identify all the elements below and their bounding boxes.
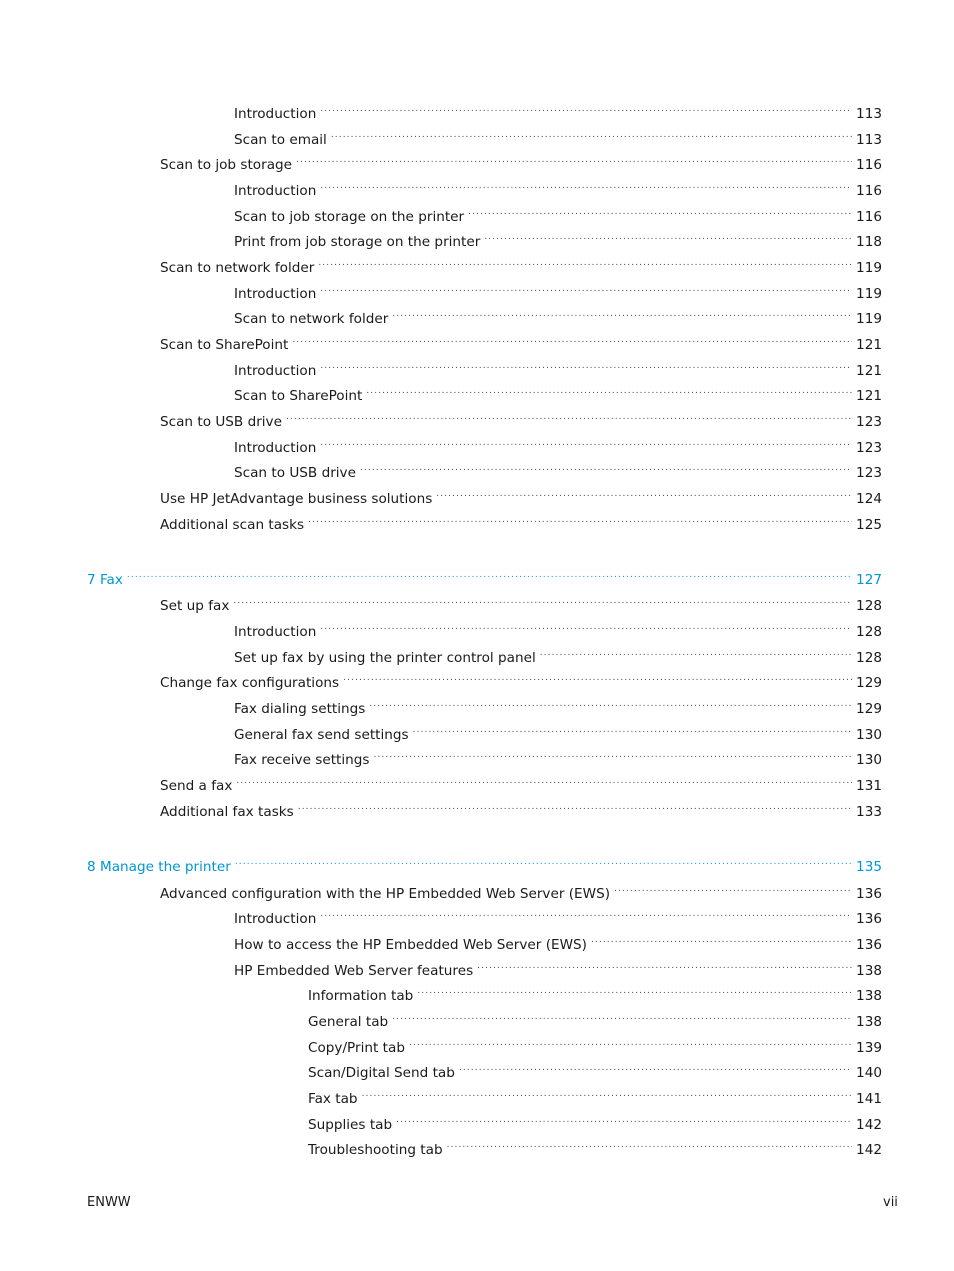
dot-leader: [362, 1081, 852, 1103]
toc-entry-page-number: 130: [856, 752, 882, 768]
toc-entry[interactable]: [234, 430, 882, 456]
toc-entry-page-number: 129: [856, 675, 882, 691]
toc-entry-page-number: 138: [856, 988, 882, 1004]
toc-entry[interactable]: [234, 614, 882, 640]
toc-entry-page-number: 138: [856, 963, 882, 979]
dot-leader: [320, 276, 852, 298]
toc-entry-label: 8 Manage the printer: [87, 859, 231, 875]
dot-leader: [468, 199, 852, 221]
toc-entry-label: Scan to network folder: [234, 311, 389, 327]
dot-leader: [369, 691, 852, 713]
toc-entry[interactable]: [234, 742, 882, 768]
dot-leader: [320, 96, 852, 118]
toc-entry-label: Supplies tab: [308, 1117, 393, 1133]
toc-entry-label: Send a fax: [160, 778, 233, 794]
dot-leader: [477, 953, 852, 975]
toc-entry-label: Introduction: [234, 624, 317, 640]
toc-chapter-entry[interactable]: [87, 849, 882, 875]
footer-page-number: vii: [883, 1195, 898, 1210]
toc-entry[interactable]: [160, 876, 882, 902]
dot-leader: [308, 507, 852, 529]
toc-entry-label: 7 Fax: [87, 572, 123, 588]
dot-leader: [409, 1030, 852, 1052]
toc-entry-label: Additional fax tasks: [160, 804, 294, 820]
toc-entry-label: Print from job storage on the printer: [234, 234, 481, 250]
dot-leader: [235, 849, 852, 871]
toc-entry-page-number: 123: [856, 465, 882, 481]
toc-entry-label: Fax receive settings: [234, 752, 370, 768]
toc-entry-page-number: 125: [856, 517, 882, 533]
toc-entry-page-number: 139: [856, 1040, 882, 1056]
toc-entry[interactable]: [234, 901, 882, 927]
toc-entry-page-number: 136: [856, 937, 882, 953]
toc-entry[interactable]: [160, 794, 882, 820]
toc-entry-page-number: 116: [856, 183, 882, 199]
toc-entry-label: Introduction: [234, 286, 317, 302]
toc-entry[interactable]: [234, 276, 882, 302]
toc-entry[interactable]: [234, 455, 882, 481]
dot-leader: [392, 1004, 852, 1026]
toc-entry[interactable]: [234, 353, 882, 379]
dot-leader: [392, 301, 852, 323]
toc-entry-page-number: 128: [856, 650, 882, 666]
dot-leader: [286, 404, 852, 426]
toc-entry-page-number: 131: [856, 778, 882, 794]
dot-leader: [298, 794, 852, 816]
toc-entry-label: Scan to network folder: [160, 260, 315, 276]
toc-entry-page-number: 116: [856, 209, 882, 225]
toc-entry-label: Copy/Print tab: [308, 1040, 405, 1056]
toc-entry-label: Scan to USB drive: [160, 414, 282, 430]
toc-entry-page-number: 128: [856, 598, 882, 614]
dot-leader: [366, 378, 852, 400]
toc-entry-label: Set up fax: [160, 598, 230, 614]
toc-entry-page-number: 124: [856, 491, 882, 507]
toc-entry-label: Scan to SharePoint: [160, 337, 289, 353]
toc-entry-label: General tab: [308, 1014, 389, 1030]
toc-entry-label: Set up fax by using the printer control panel: [234, 650, 536, 666]
dot-leader: [236, 768, 852, 790]
toc-entry[interactable]: [160, 665, 882, 691]
toc-entry[interactable]: [308, 1030, 882, 1056]
toc-entry[interactable]: [160, 147, 882, 173]
toc-entry-page-number: 123: [856, 414, 882, 430]
toc-entry-label: HP Embedded Web Server features: [234, 963, 474, 979]
toc-entry-page-number: 116: [856, 157, 882, 173]
toc-entry-page-number: 121: [856, 337, 882, 353]
footer-left: ENWW: [87, 1195, 131, 1210]
dot-leader: [413, 717, 852, 739]
toc-entry[interactable]: [234, 927, 882, 953]
toc-entry[interactable]: [308, 1107, 882, 1133]
toc-entry-page-number: 136: [856, 886, 882, 902]
toc-entry-label: Introduction: [234, 911, 317, 927]
toc-entry-page-number: 138: [856, 1014, 882, 1030]
toc-entry[interactable]: [234, 378, 882, 404]
toc-entry[interactable]: [160, 507, 882, 533]
toc-entry-page-number: 133: [856, 804, 882, 820]
toc-entry[interactable]: [234, 953, 882, 979]
toc-entry[interactable]: [308, 978, 882, 1004]
toc-entry-label: Scan/Digital Send tab: [308, 1065, 455, 1081]
toc-entry[interactable]: [308, 1132, 882, 1158]
toc-entry-page-number: 142: [856, 1117, 882, 1133]
toc-entry-label: General fax send settings: [234, 727, 409, 743]
toc-entry-page-number: 113: [856, 106, 882, 122]
toc-entry-label: Scan to SharePoint: [234, 388, 363, 404]
toc-entry[interactable]: [234, 301, 882, 327]
toc-entry-page-number: 127: [856, 572, 882, 588]
toc-entry-page-number: 141: [856, 1091, 882, 1107]
dot-leader: [320, 353, 852, 375]
dot-leader: [233, 588, 852, 610]
dot-leader: [292, 327, 852, 349]
dot-leader: [320, 430, 852, 452]
dot-leader: [320, 901, 852, 923]
dot-leader: [591, 927, 852, 949]
dot-leader: [373, 742, 852, 764]
toc-entry-page-number: 123: [856, 440, 882, 456]
toc-entry-label: How to access the HP Embedded Web Server (EWS): [234, 937, 587, 953]
toc-entry-label: Advanced configuration with the HP Embedded Web Server (EWS): [160, 886, 611, 902]
dot-leader: [540, 640, 852, 662]
toc-entry-page-number: 121: [856, 388, 882, 404]
toc-entry-label: Fax dialing settings: [234, 701, 366, 717]
toc-entry[interactable]: [234, 691, 882, 717]
toc-entry-label: Fax tab: [308, 1091, 358, 1107]
toc-entry-label: Additional scan tasks: [160, 517, 305, 533]
toc-entry[interactable]: [160, 768, 882, 794]
toc-entry-label: Information tab: [308, 988, 414, 1004]
dot-leader: [447, 1132, 852, 1154]
dot-leader: [484, 224, 852, 246]
dot-leader: [396, 1107, 852, 1129]
dot-leader: [436, 481, 852, 503]
toc-entry-label: Scan to job storage on the printer: [234, 209, 465, 225]
toc-entry[interactable]: [160, 481, 882, 507]
toc-entry-page-number: 129: [856, 701, 882, 717]
dot-leader: [320, 173, 852, 195]
dot-leader: [127, 562, 852, 584]
toc-entry-label: Introduction: [234, 440, 317, 456]
toc-entry-page-number: 130: [856, 727, 882, 743]
dot-leader: [360, 455, 852, 477]
dot-leader: [614, 876, 852, 898]
toc-entry-page-number: 135: [856, 859, 882, 875]
toc-entry-page-number: 128: [856, 624, 882, 640]
toc-entry[interactable]: [234, 122, 882, 148]
dot-leader: [331, 122, 852, 144]
toc-entry-label: Troubleshooting tab: [308, 1142, 443, 1158]
toc-entry-page-number: 121: [856, 363, 882, 379]
dot-leader: [296, 147, 852, 169]
dot-leader: [417, 978, 852, 1000]
toc-entry-page-number: 113: [856, 132, 882, 148]
toc-entry-page-number: 119: [856, 286, 882, 302]
toc-entry[interactable]: [234, 96, 882, 122]
toc-entry-page-number: 119: [856, 311, 882, 327]
toc-entry-page-number: 136: [856, 911, 882, 927]
toc-entry-label: Use HP JetAdvantage business solutions: [160, 491, 433, 507]
dot-leader: [343, 665, 852, 687]
toc-entry[interactable]: [308, 1004, 882, 1030]
toc-entry-label: Change fax configurations: [160, 675, 340, 691]
toc-entry[interactable]: [234, 717, 882, 743]
toc-entry[interactable]: [308, 1055, 882, 1081]
toc-chapter-entry[interactable]: [87, 562, 882, 588]
toc-entry[interactable]: [234, 199, 882, 225]
toc-entry[interactable]: [234, 173, 882, 199]
dot-leader: [320, 614, 852, 636]
toc-entry[interactable]: [160, 327, 882, 353]
toc-entry-label: Introduction: [234, 106, 317, 122]
toc-entry[interactable]: [160, 404, 882, 430]
toc-entry-label: Scan to job storage: [160, 157, 293, 173]
toc-entry-page-number: 142: [856, 1142, 882, 1158]
toc-entry[interactable]: [234, 640, 882, 666]
toc-entry[interactable]: [234, 224, 882, 250]
toc-entry[interactable]: [160, 250, 882, 276]
toc-entry[interactable]: [160, 588, 882, 614]
toc-entry-page-number: 118: [856, 234, 882, 250]
toc-entry-label: Scan to email: [234, 132, 327, 148]
dot-leader: [459, 1055, 852, 1077]
toc-entry-page-number: 140: [856, 1065, 882, 1081]
toc-entry-label: Scan to USB drive: [234, 465, 356, 481]
toc-entry[interactable]: [308, 1081, 882, 1107]
toc-entry-label: Introduction: [234, 363, 317, 379]
toc-entry-page-number: 119: [856, 260, 882, 276]
toc-entry-label: Introduction: [234, 183, 317, 199]
dot-leader: [318, 250, 852, 272]
